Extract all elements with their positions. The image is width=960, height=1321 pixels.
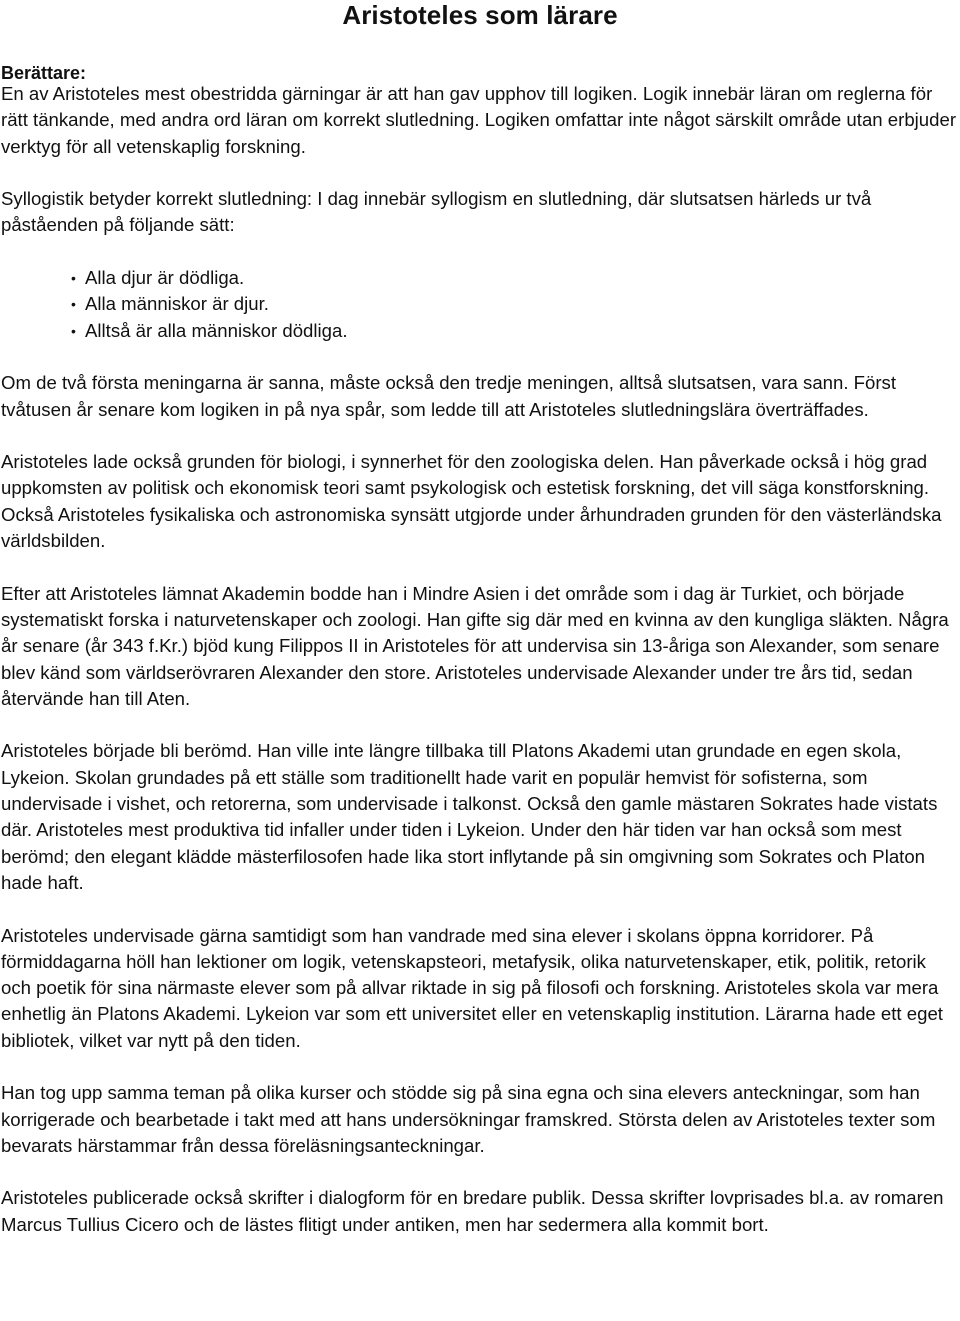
list-item: • Alla människor är djur.	[73, 291, 959, 317]
paragraph-9: Aristoteles publicerade också skrifter i dialogform för en bredare publik. Dessa skrifter lovprisades bl.a. av romaren Marcus Tullius Cicero och de lästes flitigt under antiken, men har sedermera alla kommit bort.	[1, 1187, 944, 1235]
paragraph-8: Han tog upp samma teman på olika kurser och stödde sig på sina egna och sina elevers anteckningar, som han korrigerade och bearbetade i takt med att hans undersökningar framskred. Största delen av Aristoteles texter som bevarats härstammar från dessa föreläsningsanteckningar.	[1, 1082, 936, 1156]
paragraph-1: En av Aristoteles mest obestridda gärningar är att han gav upphov till logiken. Logik innebär läran om reglerna för rätt tänkande, med andra ord läran om korrekt slutledning. Logiken omfattar inte något särskilt område utan erbjuder verktyg för all vetenskaplig forskning.	[1, 83, 957, 157]
list-item: • Alla djur är dödliga.	[73, 265, 959, 291]
paragraph-3: Om de två första meningarna är sanna, måste också den tredje meningen, alltså slutsatsen, vara sann. Först tvåtusen år senare kom logiken in på nya spår, som ledde till att Aristoteles slutledningslära överträffades.	[1, 372, 897, 420]
paragraph-5: Efter att Aristoteles lämnat Akademin bodde han i Mindre Asien i det område som i dag är Turkiet, och började systematiskt forska i naturvetenskaper och zoologi. Han gifte sig där med en kvinna av den kungliga släkten. Några år senare (år 343 f.Kr.) bjöd kung Filippos II in Aristoteles för att undervisa sin 13-åriga son Alexander, som senare blev känd som världserövraren Alexander den store. Aristoteles undervisade Alexander under tre års tid, sedan återvände han till Aten.	[1, 582, 949, 709]
speaker-label: Berättare:	[1, 63, 87, 83]
paragraph-2: Syllogistik betyder korrekt slutledning: I dag innebär syllogism en slutledning, där slutsatsen härleds ur två påståenden på följande sätt:	[1, 188, 872, 236]
page-title: Aristoteles som lärare	[342, 0, 618, 30]
paragraph-4: Aristoteles lade också grunden för biologi, i synnerhet för den zoologiska delen. Han påverkade också i hög grad uppkomsten av politisk och ekonomisk teori samt psykologisk och estetisk forskning, det vill säga konstforskning. Också Aristoteles fysikaliska och astronomiska synsätt utgjorde under århundraden grunden för den västerländska världsbilden.	[1, 451, 942, 552]
syllogism-list	[1, 265, 959, 344]
paragraph-6: Aristoteles började bli berömd. Han ville inte längre tillbaka till Platons Akademi utan grundade en egen skola, Lykeion. Skolan grundades på ett ställe som traditionellt hade varit en populär hemvist för sofisterna, som undervisade i vishet, och retorerna, som undervisade i talkonst. Också den gamle mästaren Sokrates hade vistats där. Aristoteles mest produktiva tid infaller under tiden i Lykeion. Under den här tiden var han också som mest berömd; den elegant klädde mästerfilosofen hade lika stort inflytande på sin omgivning som Sokrates och Platon hade haft.	[1, 740, 938, 893]
document-body	[1, 81, 959, 1238]
list-item: • Alltså är alla människor dödliga.	[73, 318, 959, 344]
paragraph-7: Aristoteles undervisade gärna samtidigt som han vandrade med sina elever i skolans öppna korridorer. På förmiddagarna höll han lektioner om logik, vetenskapsteori, metafysik, olika naturvetenskaper, etik, politik, retorik och poetik för sina närmaste elever som på allvar riktade in sig på filosofi och forskning. Aristoteles skola var mera enhetlig än Platons Akademi. Lykeion var som ett universitet eller en vetenskaplig institution. Lärarna hade ett eget bibliotek, vilket var nytt på den tiden.	[1, 924, 943, 1051]
